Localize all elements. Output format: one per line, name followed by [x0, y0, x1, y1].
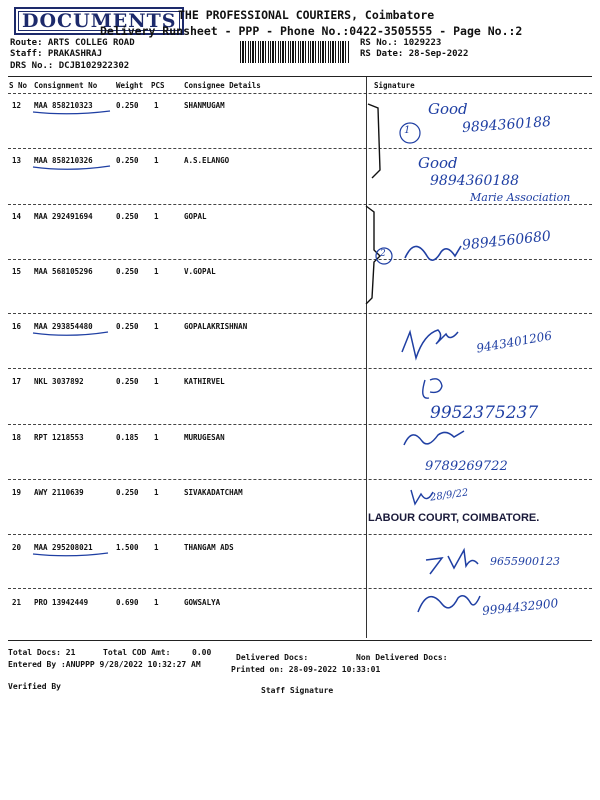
row-consignment: PRO 13942449	[34, 598, 89, 607]
brace-mark	[368, 104, 380, 178]
signature-scribble	[402, 330, 458, 358]
col-pcs: PCS	[151, 81, 165, 90]
signature-scribble	[418, 596, 480, 612]
underline-mark	[33, 332, 108, 335]
brace-mark	[366, 206, 380, 304]
row-divider	[8, 313, 592, 314]
phone-row-18: 9789269722	[425, 459, 508, 474]
row-sno: 21	[12, 598, 22, 607]
col-consignee: Consignee Details	[184, 81, 261, 90]
row-weight: 0.185	[116, 433, 139, 442]
row-weight: 0.250	[116, 156, 139, 165]
row-weight: 0.250	[116, 377, 139, 386]
signature-row-12: Good	[428, 100, 468, 118]
row-consignee: V.GOPAL	[184, 267, 216, 276]
total-cod-amount: 0.00	[192, 648, 212, 657]
row-sno: 12	[12, 101, 22, 110]
underline-mark	[33, 553, 108, 556]
row-consignment: RPT 1218553	[34, 433, 84, 442]
row-consignment: MAA 292491694	[34, 212, 93, 221]
note-row-13: Marie Association	[470, 191, 571, 204]
row-pcs: 1	[154, 156, 159, 165]
table-bottom-rule	[8, 640, 592, 641]
header-rule-top	[8, 76, 592, 77]
row-consignment: MAA 858210323	[34, 101, 93, 110]
row-divider	[8, 368, 592, 369]
row-consignee: MURUGESAN	[184, 433, 225, 442]
row-sno: 18	[12, 433, 22, 442]
row-pcs: 1	[154, 212, 159, 221]
phone-row-14: 9894560680	[461, 228, 552, 254]
phone-row-17: 9952375237	[430, 403, 539, 423]
circle-number: 1	[404, 125, 411, 136]
documents-stamp: DOCUMENTS	[14, 7, 184, 35]
total-docs: Total Docs: 21	[8, 648, 76, 657]
row-divider	[8, 424, 592, 425]
route-label: Route: ARTS COLLEG ROAD	[10, 38, 135, 48]
row-consignment: AWY 2110639	[34, 488, 84, 497]
row-consignment: MAA 295208021	[34, 543, 93, 552]
row-pcs: 1	[154, 322, 159, 331]
row-sno: 20	[12, 543, 22, 552]
entered-by: Entered By :ANUPPP 9/28/2022 10:32:27 AM	[8, 660, 201, 669]
company-title: THE PROFESSIONAL COURIERS, Coimbatore	[178, 8, 435, 22]
rs-number: RS No.: 1029223	[360, 38, 442, 48]
row-sno: 16	[12, 322, 22, 331]
header-rule-bottom	[8, 93, 592, 94]
row-consignee: A.S.ELANGO	[184, 156, 230, 165]
row-pcs: 1	[154, 101, 159, 110]
row-divider	[8, 259, 592, 260]
phone-row-16: 9443401206	[475, 328, 553, 356]
total-cod-label: Total COD Amt:	[103, 648, 171, 657]
barcode	[240, 41, 350, 63]
underline-mark	[33, 166, 110, 169]
signature-scribble	[426, 550, 478, 574]
row-consignee: SIVAKADATCHAM	[184, 488, 243, 497]
labour-court-stamp: LABOUR COURT, COIMBATORE.	[368, 512, 540, 524]
row-consignee: GOPAL	[184, 212, 207, 221]
staff-label: Staff: PRAKASHRAJ	[10, 49, 103, 59]
row-sno: 15	[12, 267, 22, 276]
row-divider	[8, 148, 592, 149]
row-consignee: GOPALAKRISHNAN	[184, 322, 248, 331]
row-consignment: MAA 568105296	[34, 267, 93, 276]
row-pcs: 1	[154, 598, 159, 607]
signature-column-rule	[366, 77, 367, 638]
delivered-docs: Delivered Docs:	[236, 653, 309, 662]
row-weight: 0.250	[116, 488, 139, 497]
rs-date: RS Date: 28-Sep-2022	[360, 49, 469, 59]
phone-row-20: 9655900123	[490, 555, 560, 568]
row-weight: 0.250	[116, 267, 139, 276]
row-divider	[8, 588, 592, 589]
row-sno: 14	[12, 212, 22, 221]
row-consignment: NKL 3037892	[34, 377, 84, 386]
non-delivered-docs: Non Delivered Docs:	[356, 653, 448, 662]
row-divider	[8, 534, 592, 535]
row-consignee: GOWSALYA	[184, 598, 221, 607]
row-consignee: THANGAM ADS	[184, 543, 234, 552]
row-weight: 0.250	[116, 322, 139, 331]
row-pcs: 1	[154, 377, 159, 386]
signature-row-13: Good	[418, 154, 458, 172]
staff-signature: Staff Signature	[261, 686, 334, 695]
runsheet-title: Delivery Runsheet - PPP - Phone No.:0422-3505555 - Page No.:2	[100, 24, 523, 38]
signature-scribble	[423, 379, 442, 398]
row-divider	[8, 204, 592, 205]
drs-number: DRS No.: DCJB102922302	[10, 61, 130, 71]
phone-row-12: 9894360188	[461, 113, 552, 137]
row-sno: 19	[12, 488, 22, 497]
row-consignment: MAA 293854480	[34, 322, 93, 331]
row-divider	[8, 479, 592, 480]
row-weight: 0.250	[116, 212, 139, 221]
phone-row-13: 9894360188	[430, 173, 520, 189]
col-signature: Signature	[374, 81, 415, 90]
row-pcs: 1	[154, 488, 159, 497]
circle-number: 2	[380, 249, 386, 259]
date-row-19: 28/9/22	[429, 487, 470, 504]
phone-row-21: 9994432900	[481, 596, 559, 618]
row-consignee: SHANMUGAM	[184, 101, 225, 110]
row-pcs: 1	[154, 267, 159, 276]
col-consignment: Consignment No	[34, 81, 98, 90]
col-sno: S No	[9, 81, 28, 90]
row-sno: 13	[12, 156, 22, 165]
row-weight: 1.500	[116, 543, 139, 552]
row-pcs: 1	[154, 543, 159, 552]
row-consignment: MAA 858210326	[34, 156, 93, 165]
printed-on: Printed on: 28-09-2022 10:33:01	[231, 665, 381, 674]
signature-scribble	[404, 431, 464, 445]
row-consignee: KATHIRVEL	[184, 377, 225, 386]
underline-mark	[33, 111, 110, 114]
verified-by: Verified By	[8, 682, 61, 691]
row-weight: 0.250	[116, 101, 139, 110]
row-weight: 0.690	[116, 598, 139, 607]
row-sno: 17	[12, 377, 22, 386]
row-pcs: 1	[154, 433, 159, 442]
col-weight: Weight	[116, 81, 144, 90]
